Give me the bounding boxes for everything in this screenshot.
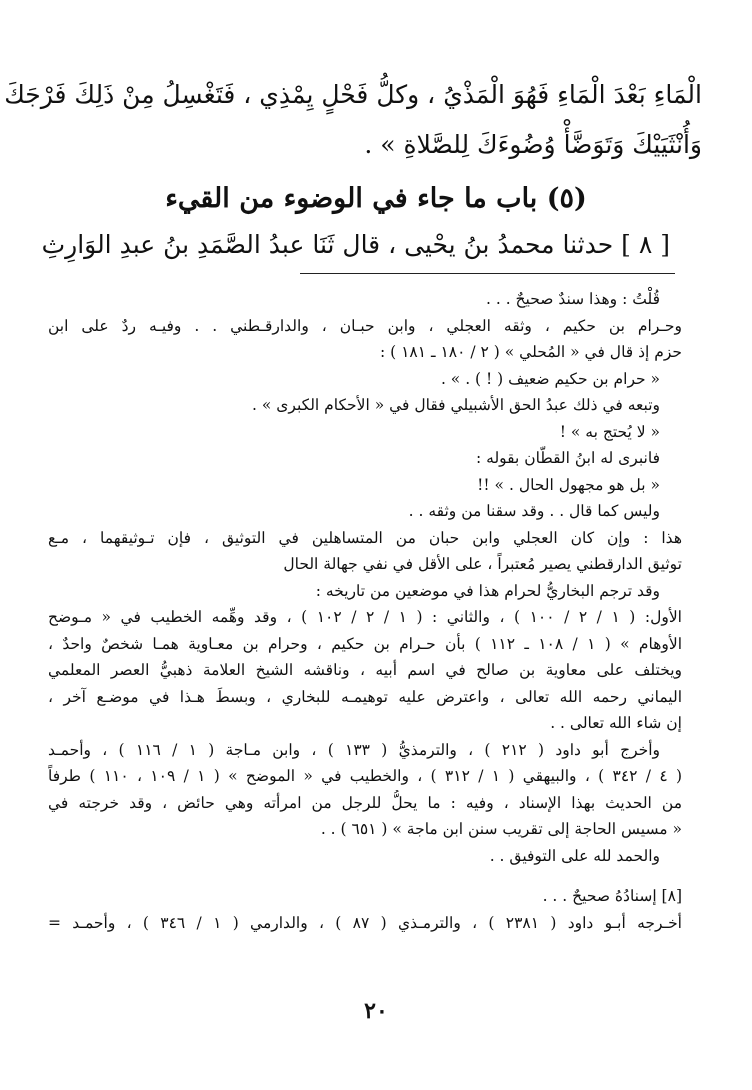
- footnote-line: ويختلف على معاوية بن صالح في اسم أبيه ، وناقشه الشيخ العلامة ذهبيُّ العصر المعلمي: [48, 661, 682, 679]
- footnote-line: « مسيس الحاجة إلى تقريب سنن ابن ماجة » ( ٦٥١ ) . .: [320, 820, 682, 838]
- hadith-isnad-line: [ ٨ ] حدثنا محمدُ بنُ يحْيى ، قال ثَنَا عبدُ الصَّمَدِ بنُ عبدِ الوَارِثِ: [41, 230, 670, 259]
- footnote-separator: [300, 273, 675, 274]
- footnote-line: ( ٤ / ٣٤٢ ) ، والبيهقي ( ١ / ٣١٢ ) ، والخطيب في « الموضح » ( ١ / ١٠٩ ، ١١٠ ) طرفاً: [48, 767, 682, 785]
- footnote-line: اليماني رحمه الله تعالى ، واعترض عليه توهيمـه للبخاري ، وبسطَ هـذا في موضـع آخر ،: [48, 687, 682, 706]
- footnote-line: والحمد لله على التوفيق . .: [489, 846, 660, 865]
- footnote-line: « حرام بن حكيم ضعيف ( ! ) . » .: [440, 369, 660, 388]
- footnote-line: الأول: ( ١ / ٢ / ١٠٠ ) ، والثاني : ( ١ / ٢ / ١٠٢ ) ، وقد وهِّمه الخطيب في « مـوضح: [48, 608, 682, 626]
- footnote-line: من الحديث بهذا الإسناد ، وفيه : ما يحلُّ للرجل من امرأته وهي حائض ، وقد خرجته في: [48, 793, 682, 812]
- paragraph-line: الْمَاءِ بَعْدَ الْمَاءِ فَهُوَ الْمَذْيُ ، وكلُّ فَحْلٍ يِمْذِي ، فَتَغْسِلُ مِنْ ذَلِكَ فَرْجَكَ: [4, 80, 702, 109]
- page-number: ٢٠: [364, 998, 388, 1024]
- footnote-line: [٨] إسنادُهُ صحيحٌ . . .: [542, 887, 682, 905]
- footnote-spacer: [48, 869, 682, 883]
- footnote-line: وحـرام بن حكيم ، وثقه العجلي ، وابن حبـان ، والدارقـطني . . وفيـه ردٌ على ابن: [48, 316, 682, 335]
- footnote-line: هذا : وإن كان العجلي وابن حبان من المتساهلين في التوثيق ، فإن تـوثيقهما ، مـع: [48, 528, 682, 547]
- footnote-line: حزم إذ قال في « المُحلي » ( ٢ / ١٨٠ ـ ١٨١ ) :: [379, 343, 682, 361]
- footnote-line: توثيق الدارقطني يصير مُعتبراً ، على الأقل في نفي جهالة الحال: [283, 555, 682, 573]
- footnote-line: قُلْتُ : وهذا سندٌ صحيحٌ . . .: [485, 290, 660, 308]
- footnote-line: فانبرى له ابنُ القطّان بقوله :: [475, 449, 660, 467]
- chapter-heading: (٥) باب ما جاء في الوضوء من القيء: [165, 183, 587, 214]
- footnote-line: وتبعه في ذلك عبدُ الحق الأشبيلي فقال في « الأحكام الكبرى » .: [252, 396, 660, 414]
- footnote-line: « بل هو مجهول الحال . » !!: [477, 475, 660, 494]
- paragraph-line: وَأُنْثَيَيْكَ وَتَوَضَّأْ وُضُوءَكَ لِلصَّلاةِ » .: [364, 130, 702, 159]
- footnote-line: إن شاء الله تعالى . .: [550, 714, 682, 732]
- footnote-line: الأوهام » ( ١ / ١٠٨ ـ ١١٢ ) بأن حـرام بن حكيم ، وحرام بن معـاوية همـا شخصٌ واحدٌ ،: [48, 634, 682, 653]
- hadith-continuation-paragraph: [4, 70, 702, 170]
- footnote-line: وأخرج أبو داود ( ٢١٢ ) ، والترمذيُّ ( ١٣٣ ) ، وابن مـاجة ( ١ / ١١٦ ) ، وأحمـد: [48, 740, 661, 759]
- footnote-line: وليس كما قال . . وقد سقنا من وثقه . .: [408, 502, 660, 520]
- footnote-line: « لا يُحتج به » !: [559, 422, 660, 441]
- footnotes: [48, 286, 682, 936]
- footnote-line: وقد ترجم البخاريُّ لحرام هذا في موضعين من تاريخه :: [315, 581, 660, 600]
- footnote-line: أخـرجه أبـو داود ( ٢٣٨١ ) ، والترمـذي ( ٨٧ ) ، والدارمي ( ١ / ٣٤٦ ) ، وأحمـد =: [48, 913, 682, 932]
